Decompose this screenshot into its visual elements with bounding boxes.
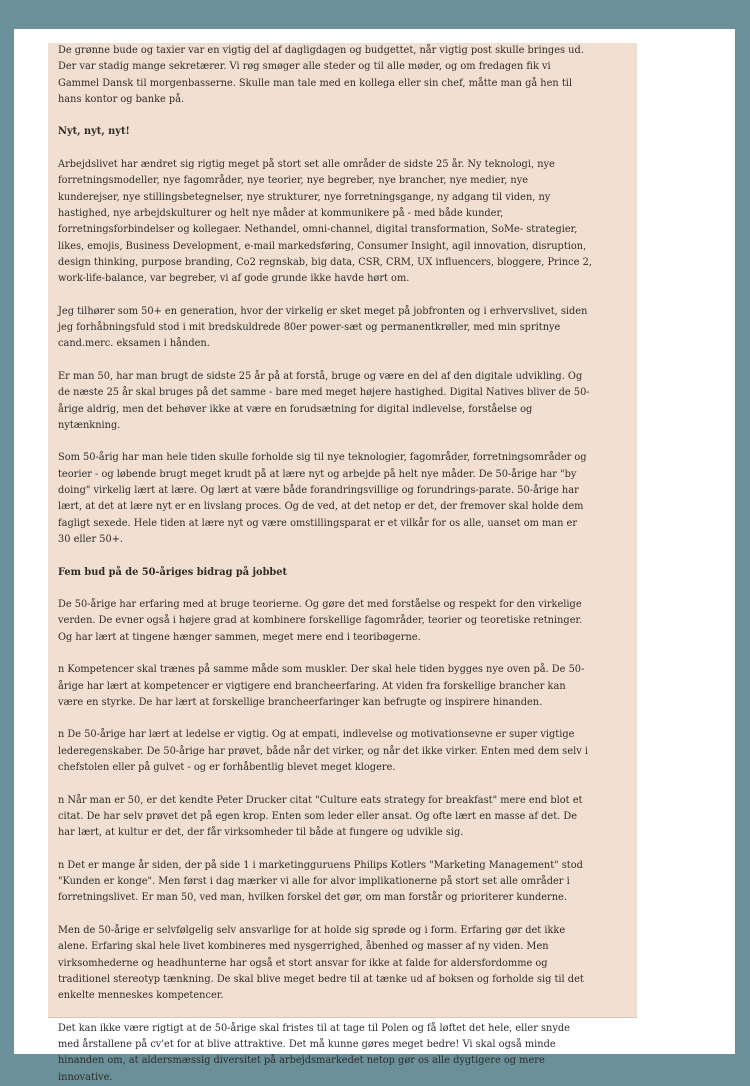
list-paragraph: n Det er mange år siden, der på side 1 i marketingguruens Philips Kotlers "Marketing Management" stod "Kunden er konge". Men først i dag mærker vi alle for alvor implikationerne på stort set alle områder i forretningslivet. Er man 50, ved man, hvilken forskel det gør, om man forstår og prioriterer kunderne. bbox=[58, 859, 583, 904]
document-page bbox=[14, 29, 735, 1083]
list-paragraph: n Når man er 50, er det kendte Peter Drucker citat "Culture eats strategy for breakfast" mere end blot et citat. De har selv prøvet det på egen krop. Enten som leder eller ansat. Og ofte lært en masse af det. De har lært, at kultur er det, der får virksomheder til både at fungere og udvikle sig. bbox=[58, 794, 583, 839]
article-body bbox=[48, 43, 637, 1083]
section-heading: Nyt, nyt, nyt! bbox=[58, 126, 130, 138]
section-heading: Fem bud på de 50-åriges bidrag på jobbet bbox=[58, 566, 288, 578]
paragraph: Men de 50-årige er selvfølgelig selv ansvarlige for at holde sig sprøde og i form. Erfaring gør det ikke alene. Erfaring skal hele livet kombineres med nysgerrighed, åbenhed og masser af ny viden. Men virksomhederne og headhunterne har også et stort ansvar for ikke at falde for aldersfordomme og traditionel stereotyp tænkning. De skal blive meget bedre til at tænke ud af boksen og forholde sig til det enkelte menneskes kompetencer. bbox=[58, 925, 584, 1002]
paragraph: Som 50-årig har man hele tiden skulle forholde sig til nye teknologier, fagområder, forretningsområder og teorier - og løbende brugt meget krudt på at lære nyt og arbejde på helt nye måder. De 50-årige har "by doing" virkelig lært at lære. Og lært at være både forandringsvillige og forundrings-parate. 50-årige har lært, at det at lære nyt er en livslang proces. Og de ved, at det netop er det, der fremover skal holde dem fagligt sexede. Hele tiden at lære nyt og være omstillingsparat er et vilkår for os alle, uanset om man er 30 eller 50+. bbox=[58, 452, 587, 545]
paragraph: Arbejdslivet har ændret sig rigtig meget på stort set alle områder de sidste 25 år. Ny teknologi, nye forretningsmodeller, nye fagområder, nye teorier, nye begreber, nye brancher, nye medier, nye kunderejser, nye stillingsbetegnelser, nye strukturer, nye forretningsgange, ny adgang til viden, ny hastighed, nye arbejdskulturer og helt nye måder at kommunikere på - med både kunder, forretningsforbindelser og kollegaer. Nethandel, omni-channel, digital transformation, SoMe- strategier, likes, emojis, Business Development, e-mail markedsføring, Consumer Insight, agil innovation, disruption, design thinking, purpose branding, Co2 regnskab, big data, CSR, CRM, UX influencers, bloggere, Prince 2, work-life-balance, var begreber, vi af gode grunde ikke havde hørt om. bbox=[58, 159, 592, 285]
paragraph: Er man 50, har man brugt de sidste 25 år på at forstå, bruge og være en del af den digitale udvikling. Og de næste 25 år skal bruges på det samme - bare med meget højere hastighed. Digital Natives bliver de 50-årige aldrig, men det behøver ikke at være en forudsætning for digital indlevelse, forståelse og nytænkning. bbox=[58, 370, 590, 431]
paragraph: Jeg tilhører som 50+ en generation, hvor der virkelig er sket meget på jobfronten og i erhvervslivet, siden jeg forhåbningsfuld stod i mit bredskuldrede 80er power-sæt og permanentkrøller, med min spritnye cand.merc. eksamen i hånden. bbox=[58, 305, 588, 350]
article-text bbox=[58, 43, 592, 1086]
list-paragraph: n De 50-årige har lært at ledelse er vigtig. Og at empati, indlevelse og motivationsevne er super vigtige lederegenskaber. De 50-årige har prøvet, både når det virker, og når det ikke virker. Enten med dem selv i chefstolen eller på gulvet - og er forhåbentlig blevet meget klogere. bbox=[58, 729, 589, 774]
paragraph: Det kan ikke være rigtigt at de 50-årige skal fristes til at tage til Polen og få løftet det hele, eller snyde med årstallene på cv'et for at blive attraktive. Det må kunne gøres meget bedre! Vi skal også minde hinanden om, at aldersmæssig diversitet på arbejdsmarkedet netop gør os alle dygtigere og mere innovative. bbox=[58, 1022, 570, 1083]
list-paragraph: n Kompetencer skal trænes på samme måde som muskler. Der skal hele tiden bygges nye oven på. De 50-årige har lært at kompetencer er vigtigere end brancheerfaring. At viden fra forskellige brancher kan være en styrke. De har lært at forskellige brancheerfaringer kan befrugte og inspirere hinanden. bbox=[58, 664, 585, 708]
paragraph: De 50-årige har erfaring med at bruge teorierne. Og gøre det med forståelse og respekt for den virkelige verden. De evner også i højere grad at kombinere forskellige fagområder, teorier og teoretiske retninger. Og har lært at tingene hænger sammen, meget mere end i teoribøgerne. bbox=[58, 599, 583, 643]
paragraph: De grønne bude og taxier var en vigtig del af dagligdagen og budgettet, når vigtig post skulle bringes ud. Der var stadig mange sekretærer. Vi røg smøger alle steder og til alle møder, og om fredagen fik vi Gammel Dansk til morgenbasserne. Skulle man tale med en kollega eller sin chef, måtte man gå hen til hans kontor og banke på. bbox=[58, 45, 584, 105]
